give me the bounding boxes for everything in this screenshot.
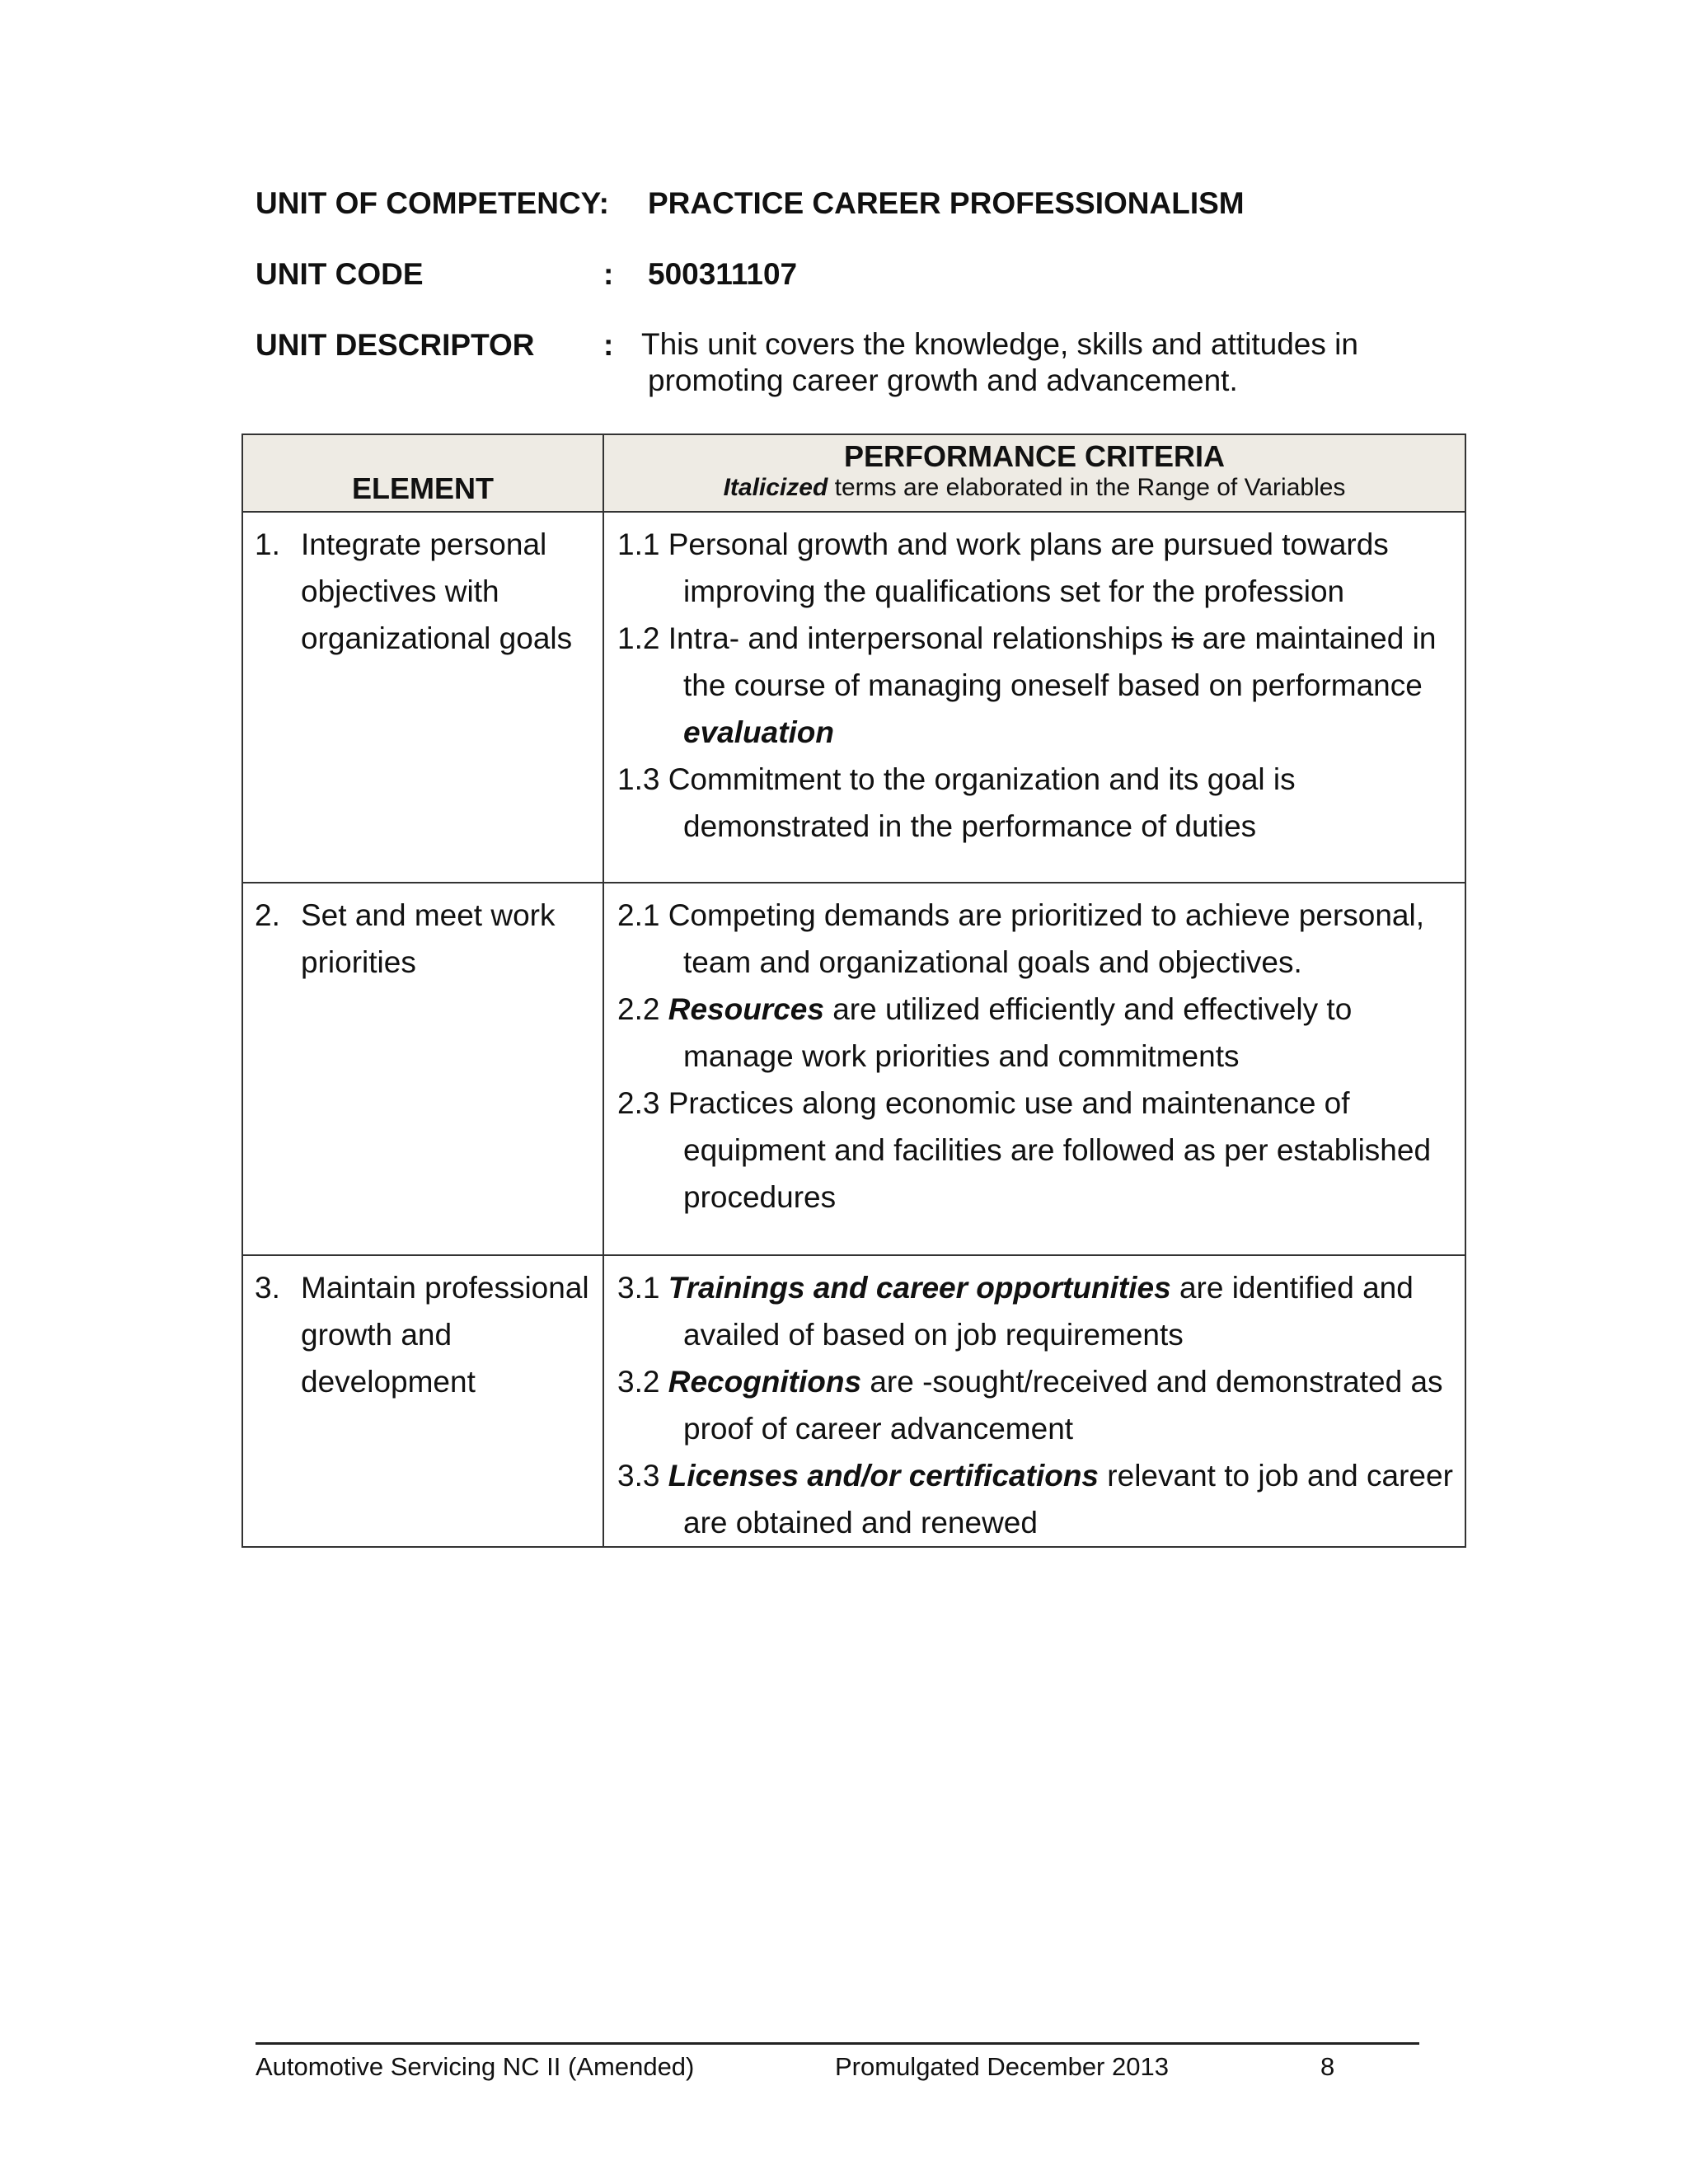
criterion-number: 3.3 — [617, 1459, 668, 1493]
criteria-column-header — [603, 434, 1465, 512]
element-text: development — [301, 1365, 476, 1399]
criterion-3-1 — [617, 1264, 1458, 1358]
criterion-3-2 — [617, 1358, 1458, 1452]
criterion-text: are maintained in the course of managing oneself based on performance — [683, 621, 1437, 702]
criteria-header-title: PERFORMANCE CRITERIA — [843, 439, 1225, 473]
table-row — [242, 1255, 1465, 1547]
criteria-header-note — [604, 473, 1465, 503]
criteria-cell — [603, 512, 1465, 883]
element-text: Set and meet work — [301, 898, 556, 932]
criterion-text: are utilized efficiently and effectively to manage work priorities and commitments — [683, 992, 1353, 1073]
element-text: Integrate personal — [301, 527, 547, 561]
unit-code-colon: : — [603, 257, 614, 291]
range-term: Recognitions — [668, 1365, 862, 1399]
element-cell — [242, 883, 603, 1255]
criterion-1-3: 1.3 Commitment to the organization and its goal is demonstrated in the performance of duties — [617, 762, 1296, 843]
element-text: growth and — [301, 1318, 452, 1352]
unit-descriptor-label: UNIT DESCRIPTOR — [256, 328, 535, 362]
criterion-number: 2.2 — [617, 992, 668, 1026]
element-cell — [242, 512, 603, 883]
unit-descriptor-line-1: This unit covers the knowledge, skills and attitudes in — [641, 327, 1358, 361]
italicized-word: Italicized — [723, 474, 828, 501]
criterion-text: relevant to job and career are obtained and renewed — [683, 1459, 1453, 1540]
range-term: Licenses and/or certifications — [668, 1459, 1100, 1493]
unit-descriptor-colon: : — [603, 328, 614, 362]
struck-word: is — [1171, 621, 1194, 655]
footer-title: Automotive Servicing NC II (Amended) — [256, 2052, 695, 2081]
range-term: Resources — [668, 992, 824, 1026]
criterion-2-1: 2.1 Competing demands are prioritized to achieve personal, team and organizational goals and objectives. — [617, 898, 1425, 979]
criterion-number: 3.1 — [617, 1271, 668, 1305]
table-header-row — [242, 434, 1465, 512]
competency-table — [241, 434, 1466, 1548]
unit-of-competency-value: PRACTICE CAREER PROFESSIONALISM — [648, 186, 1245, 220]
unit-of-competency-label: UNIT OF COMPETENCY: — [256, 186, 609, 220]
unit-code-label: UNIT CODE — [256, 257, 424, 291]
criteria-note-rest: terms are elaborated in the Range of Variables — [828, 474, 1346, 501]
element-text: organizational goals — [301, 621, 573, 655]
element-column-header: ELEMENT — [242, 434, 603, 512]
range-term: Trainings and career opportunities — [668, 1271, 1171, 1305]
criterion-number: 3.2 — [617, 1365, 668, 1399]
page-number: 8 — [1320, 2052, 1335, 2081]
criterion-1-2 — [617, 615, 1458, 756]
criterion-2-3: 2.3 Practices along economic use and maintenance of equipment and facilities are followed as per established procedures — [617, 1086, 1432, 1214]
table-row — [242, 883, 1465, 1255]
element-text: Maintain professional — [301, 1271, 589, 1305]
element-text: objectives with — [301, 574, 499, 608]
criterion-2-2 — [617, 986, 1458, 1080]
criteria-cell — [603, 883, 1465, 1255]
element-number: 1. — [255, 527, 280, 561]
unit-code-value: 500311107 — [648, 257, 798, 291]
criterion-3-3 — [617, 1452, 1458, 1546]
element-cell — [242, 1255, 603, 1547]
unit-descriptor-line-2: promoting career growth and advancement. — [648, 363, 1238, 397]
criterion-text: are -sought/received and demonstrated as proof of career advancement — [683, 1365, 1443, 1446]
element-number: 3. — [255, 1271, 280, 1305]
unit-descriptor-text — [641, 326, 1358, 399]
criteria-cell — [603, 1255, 1465, 1547]
criterion-text: are identified and availed of based on job requirements — [683, 1271, 1414, 1352]
range-term: evaluation — [683, 715, 834, 749]
footer-divider — [256, 2042, 1419, 2045]
element-number: 2. — [255, 898, 280, 932]
criterion-1-1: 1.1 Personal growth and work plans are pursued towards improving the qualifications set for the profession — [617, 527, 1389, 608]
criterion-text: 1.2 Intra- and interpersonal relationships — [617, 621, 1172, 655]
element-text: priorities — [301, 945, 416, 979]
table-row — [242, 512, 1465, 883]
footer-promulgated: Promulgated December 2013 — [835, 2052, 1169, 2081]
